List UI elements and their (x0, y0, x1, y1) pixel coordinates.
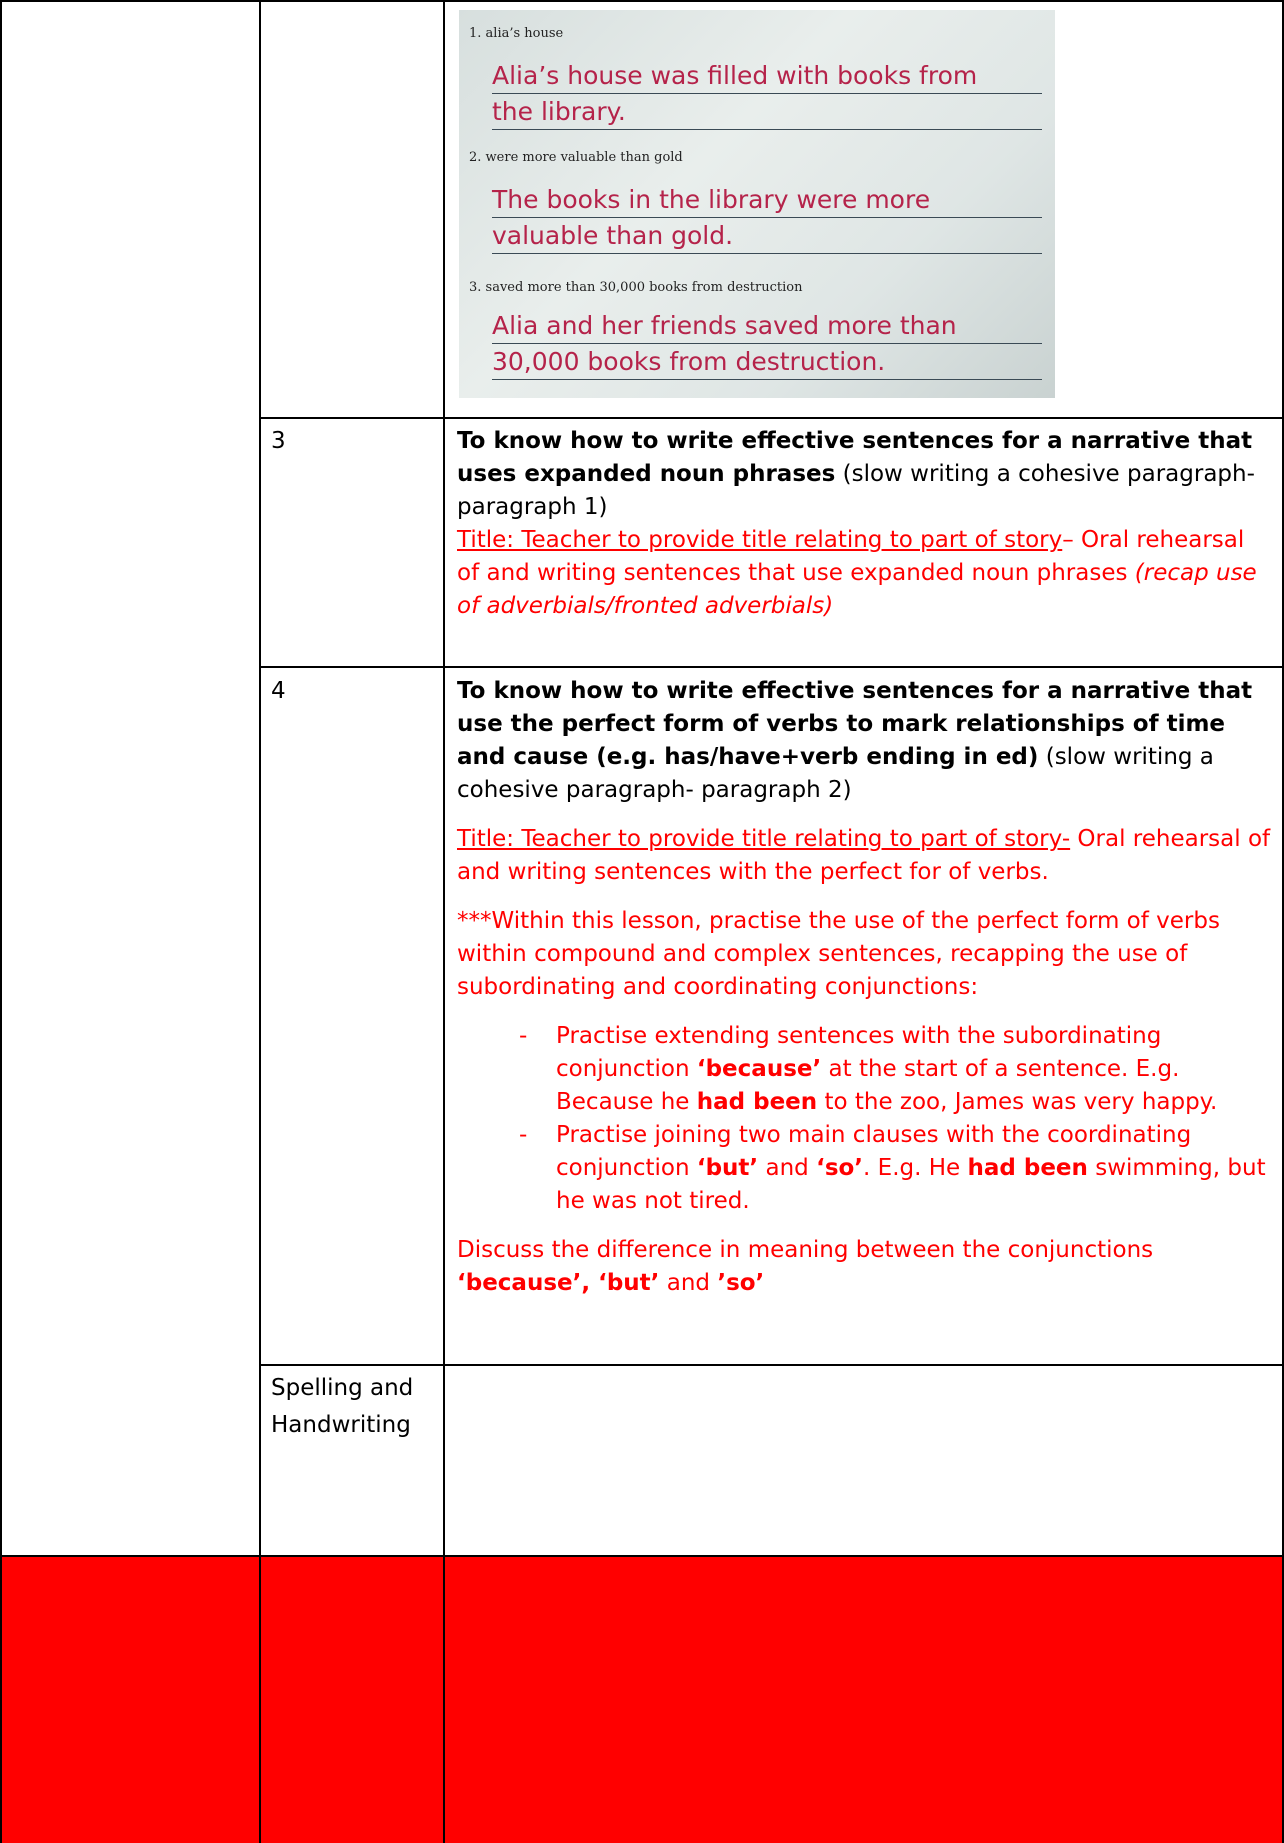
bullet-dash: - (519, 1023, 528, 1049)
discuss-text-2: and (659, 1270, 718, 1296)
worksheet-prompt-2: 2. were more valuable than gold (469, 150, 683, 165)
worksheet-prompt-1: 1. alia’s house (469, 26, 564, 41)
worksheet-prompt-3: 3. saved more than 30,000 books from destruction (469, 280, 803, 295)
table-divider-2 (443, 0, 445, 1843)
lesson-3-task: – Oral rehearsal of and writing sentences that use expanded noun phrases (457, 527, 1245, 586)
bullet-2-verb: had been (967, 1155, 1088, 1181)
red-header-band (0, 1556, 1284, 1843)
row-divider-3 (259, 1364, 1284, 1366)
writing-line (492, 379, 1042, 380)
bullet-2-keyword-but: ‘but’ (696, 1155, 759, 1181)
lesson-3-content (457, 425, 1273, 623)
lesson-4-discuss (457, 1234, 1273, 1300)
bullet-2-text: Practise joining two main clauses with the coordinating conjunction (556, 1122, 1192, 1181)
bullet-1-verb: had been (696, 1089, 818, 1115)
lesson-4-objective-note: (slow writing a cohesive paragraph- paragraph 2) (457, 744, 1214, 803)
discuss-keywords: ‘because’, ‘but’ (457, 1270, 660, 1296)
worksheet-answer-2: The books in the library were more valuable than gold. (492, 185, 931, 250)
writing-line (492, 93, 1042, 94)
bullet-1-keyword: ‘because’ (696, 1056, 822, 1082)
lesson-4-title-link: Title: Teacher to provide title relating to part of story- (457, 826, 1071, 852)
row-divider-2 (259, 666, 1284, 668)
lesson-3-objective: To know how to write effective sentences for a narrative that uses expanded noun phrases (457, 428, 1253, 487)
bullet-2-keyword-so: ‘so’ (816, 1155, 864, 1181)
writing-line (492, 253, 1042, 254)
table-divider-1 (259, 0, 261, 1843)
lesson-number-4: 4 (271, 678, 286, 704)
list-item (457, 1020, 1273, 1119)
lesson-3-recap: (recap use of adverbials/fronted adverbials) (457, 560, 1257, 619)
lesson-4-content (457, 675, 1273, 1300)
writing-line (492, 217, 1042, 218)
table-border-left (0, 0, 2, 1843)
bullet-2-text-3: . E.g. He (863, 1155, 968, 1181)
lesson-number-3: 3 (271, 428, 286, 454)
lesson-4-objective: To know how to write effective sentences for a narrative that use the perfect form of verbs to mark relationships of time and cause (e.g. has/have+verb ending in ed) (457, 678, 1253, 770)
bullet-dash: - (519, 1122, 528, 1148)
row-divider-1 (259, 417, 1284, 419)
writing-line (492, 343, 1042, 344)
lesson-3-title-link: Title: Teacher to provide title relating to part of story (457, 527, 1063, 553)
discuss-keyword-so: ’so’ (717, 1270, 765, 1296)
bullet-2-text-4: swimming, but he was not tired. (556, 1155, 1266, 1214)
bullet-1-text-3: to the zoo, James was very happy. (817, 1089, 1218, 1115)
lesson-3-objective-note: (slow writing a cohesive paragraph- paragraph 1) (457, 461, 1255, 520)
bullet-1-text-2: at the start of a sentence. E.g. Because he (556, 1056, 1180, 1115)
bullet-1-text: Practise extending sentences with the subordinating conjunction (556, 1023, 1162, 1082)
list-item (457, 1119, 1273, 1218)
writing-line (492, 129, 1042, 130)
lesson-4-task: Oral rehearsal of and writing sentences with the perfect for of verbs. (457, 826, 1271, 885)
bullet-2-text-2: and (758, 1155, 817, 1181)
discuss-text: Discuss the difference in meaning between the conjunctions (457, 1237, 1154, 1263)
worksheet-photo (459, 10, 1055, 398)
worksheet-answer-1: Alia’s house was filled with books from the library. (492, 61, 978, 126)
lesson-4-practice-intro: ***Within this lesson, practise the use of the perfect form of verbs within compound and complex sentences, recapping the use of subordinating and coordinating conjunctions: (457, 908, 1220, 1000)
table-border-top (0, 0, 1284, 2)
lesson-4-bullets (457, 1020, 1273, 1218)
worksheet-answer-3: Alia and her friends saved more than 30,000 books from destruction. (492, 311, 957, 376)
spelling-handwriting-label: Spelling and Handwriting (271, 1375, 414, 1438)
row-divider-4 (0, 1555, 1284, 1557)
